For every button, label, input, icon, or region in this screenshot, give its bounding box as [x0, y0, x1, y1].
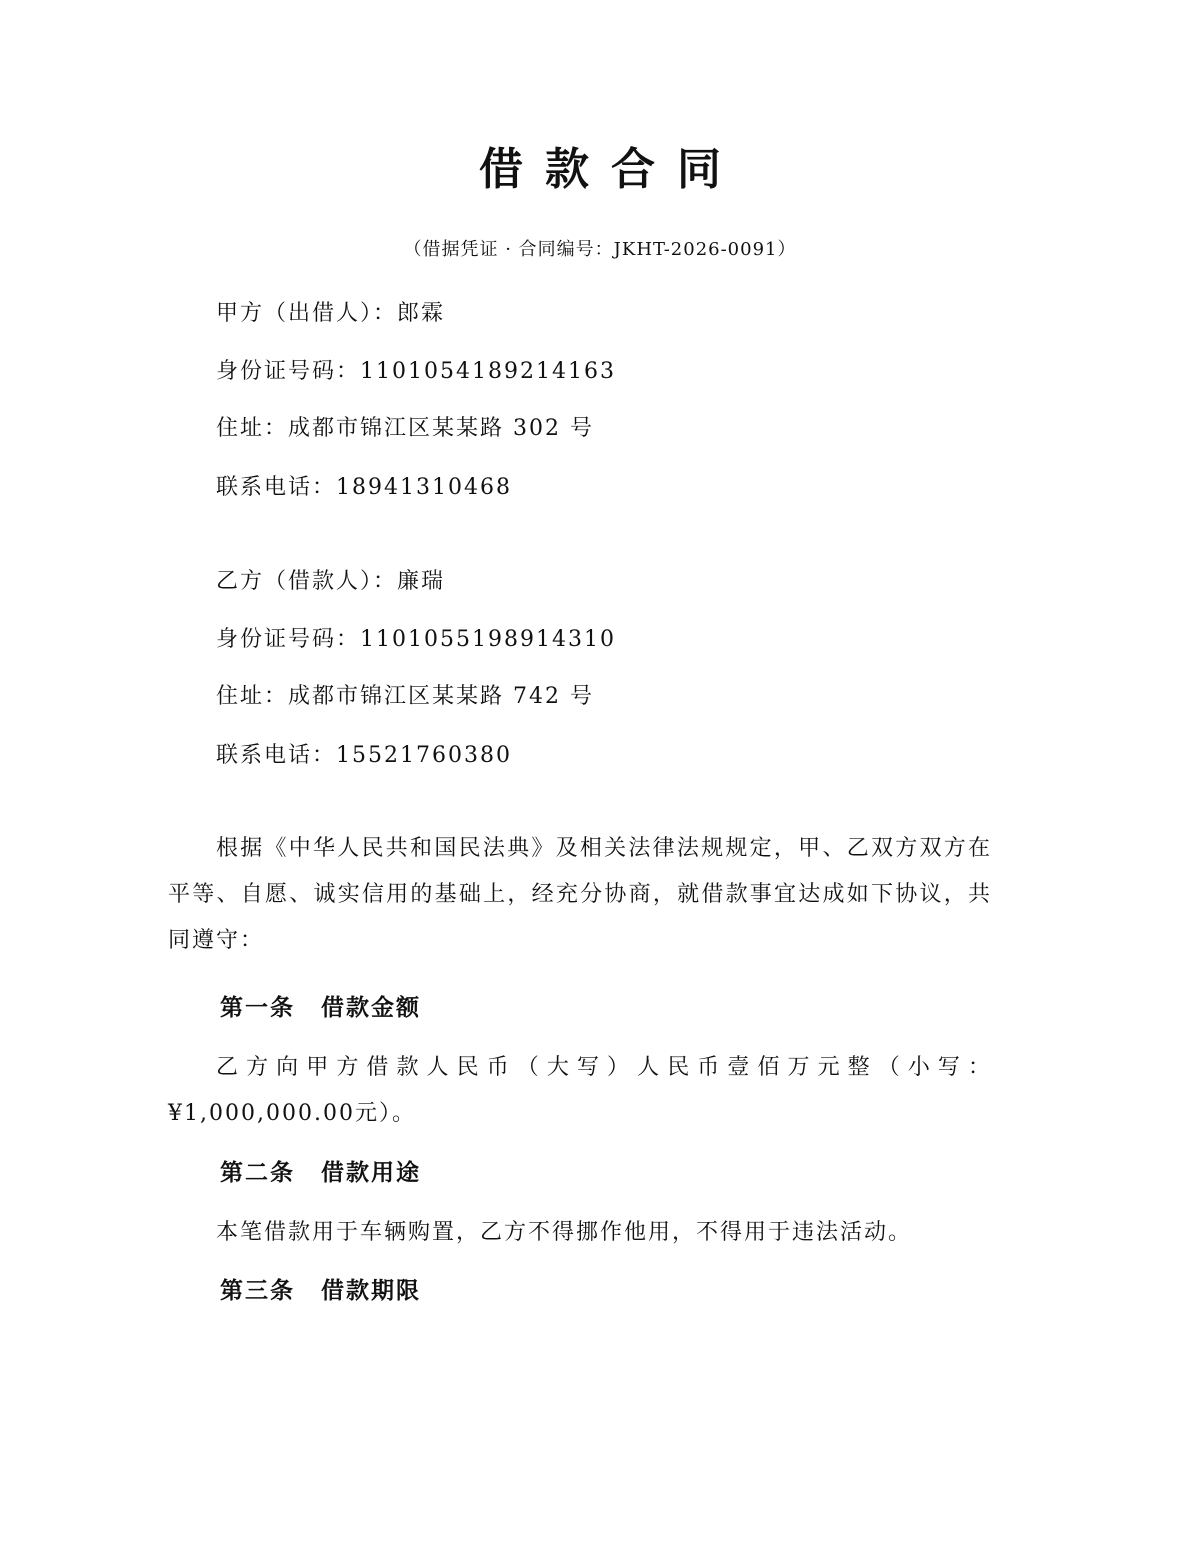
article-3-number: 第三条 [220, 1277, 295, 1304]
borrower-address: 住址：成都市锦江区某某路 742 号 [216, 684, 594, 709]
lender-phone: 联系电话：18941310468 [216, 475, 512, 500]
contract-number-subtitle: （借据凭证 · 合同编号：JKHT-2026-0091） [403, 239, 797, 260]
article-1-body: 乙方向甲方借款人民币（大写）人民币壹佰万元整（小写：¥1,000,000.00元）。 [168, 1055, 992, 1126]
article-2-number: 第二条 [220, 1159, 295, 1186]
article-1-title: 借款金额 [321, 994, 421, 1021]
article-1-heading [220, 992, 421, 1024]
document-title: 借款合同 [479, 144, 743, 195]
article-3-heading [220, 1275, 421, 1307]
article-2-body: 本笔借款用于车辆购置，乙方不得挪作他用，不得用于违法活动。 [216, 1220, 913, 1245]
lender-address: 住址：成都市锦江区某某路 302 号 [216, 416, 594, 441]
article-1-number: 第一条 [220, 994, 295, 1021]
article-2-heading [220, 1157, 421, 1189]
borrower-phone: 联系电话：15521760380 [216, 743, 512, 768]
lender-id-number: 身份证号码：1101054189214163 [216, 359, 616, 384]
article-2-title: 借款用途 [321, 1159, 421, 1186]
article-3-title: 借款期限 [321, 1277, 421, 1304]
borrower-id-number: 身份证号码：1101055198914310 [216, 627, 616, 652]
lender-name: 甲方（出借人）：郎霖 [216, 301, 446, 326]
borrower-name: 乙方（借款人）：廉瑞 [216, 569, 446, 594]
preamble-paragraph: 根据《中华人民共和国民法典》及相关法律法规规定，甲、乙双方双方在平等、自愿、诚实信用的基础上，经充分协商，就借款事宜达成如下协议，共同遵守： [168, 836, 992, 953]
